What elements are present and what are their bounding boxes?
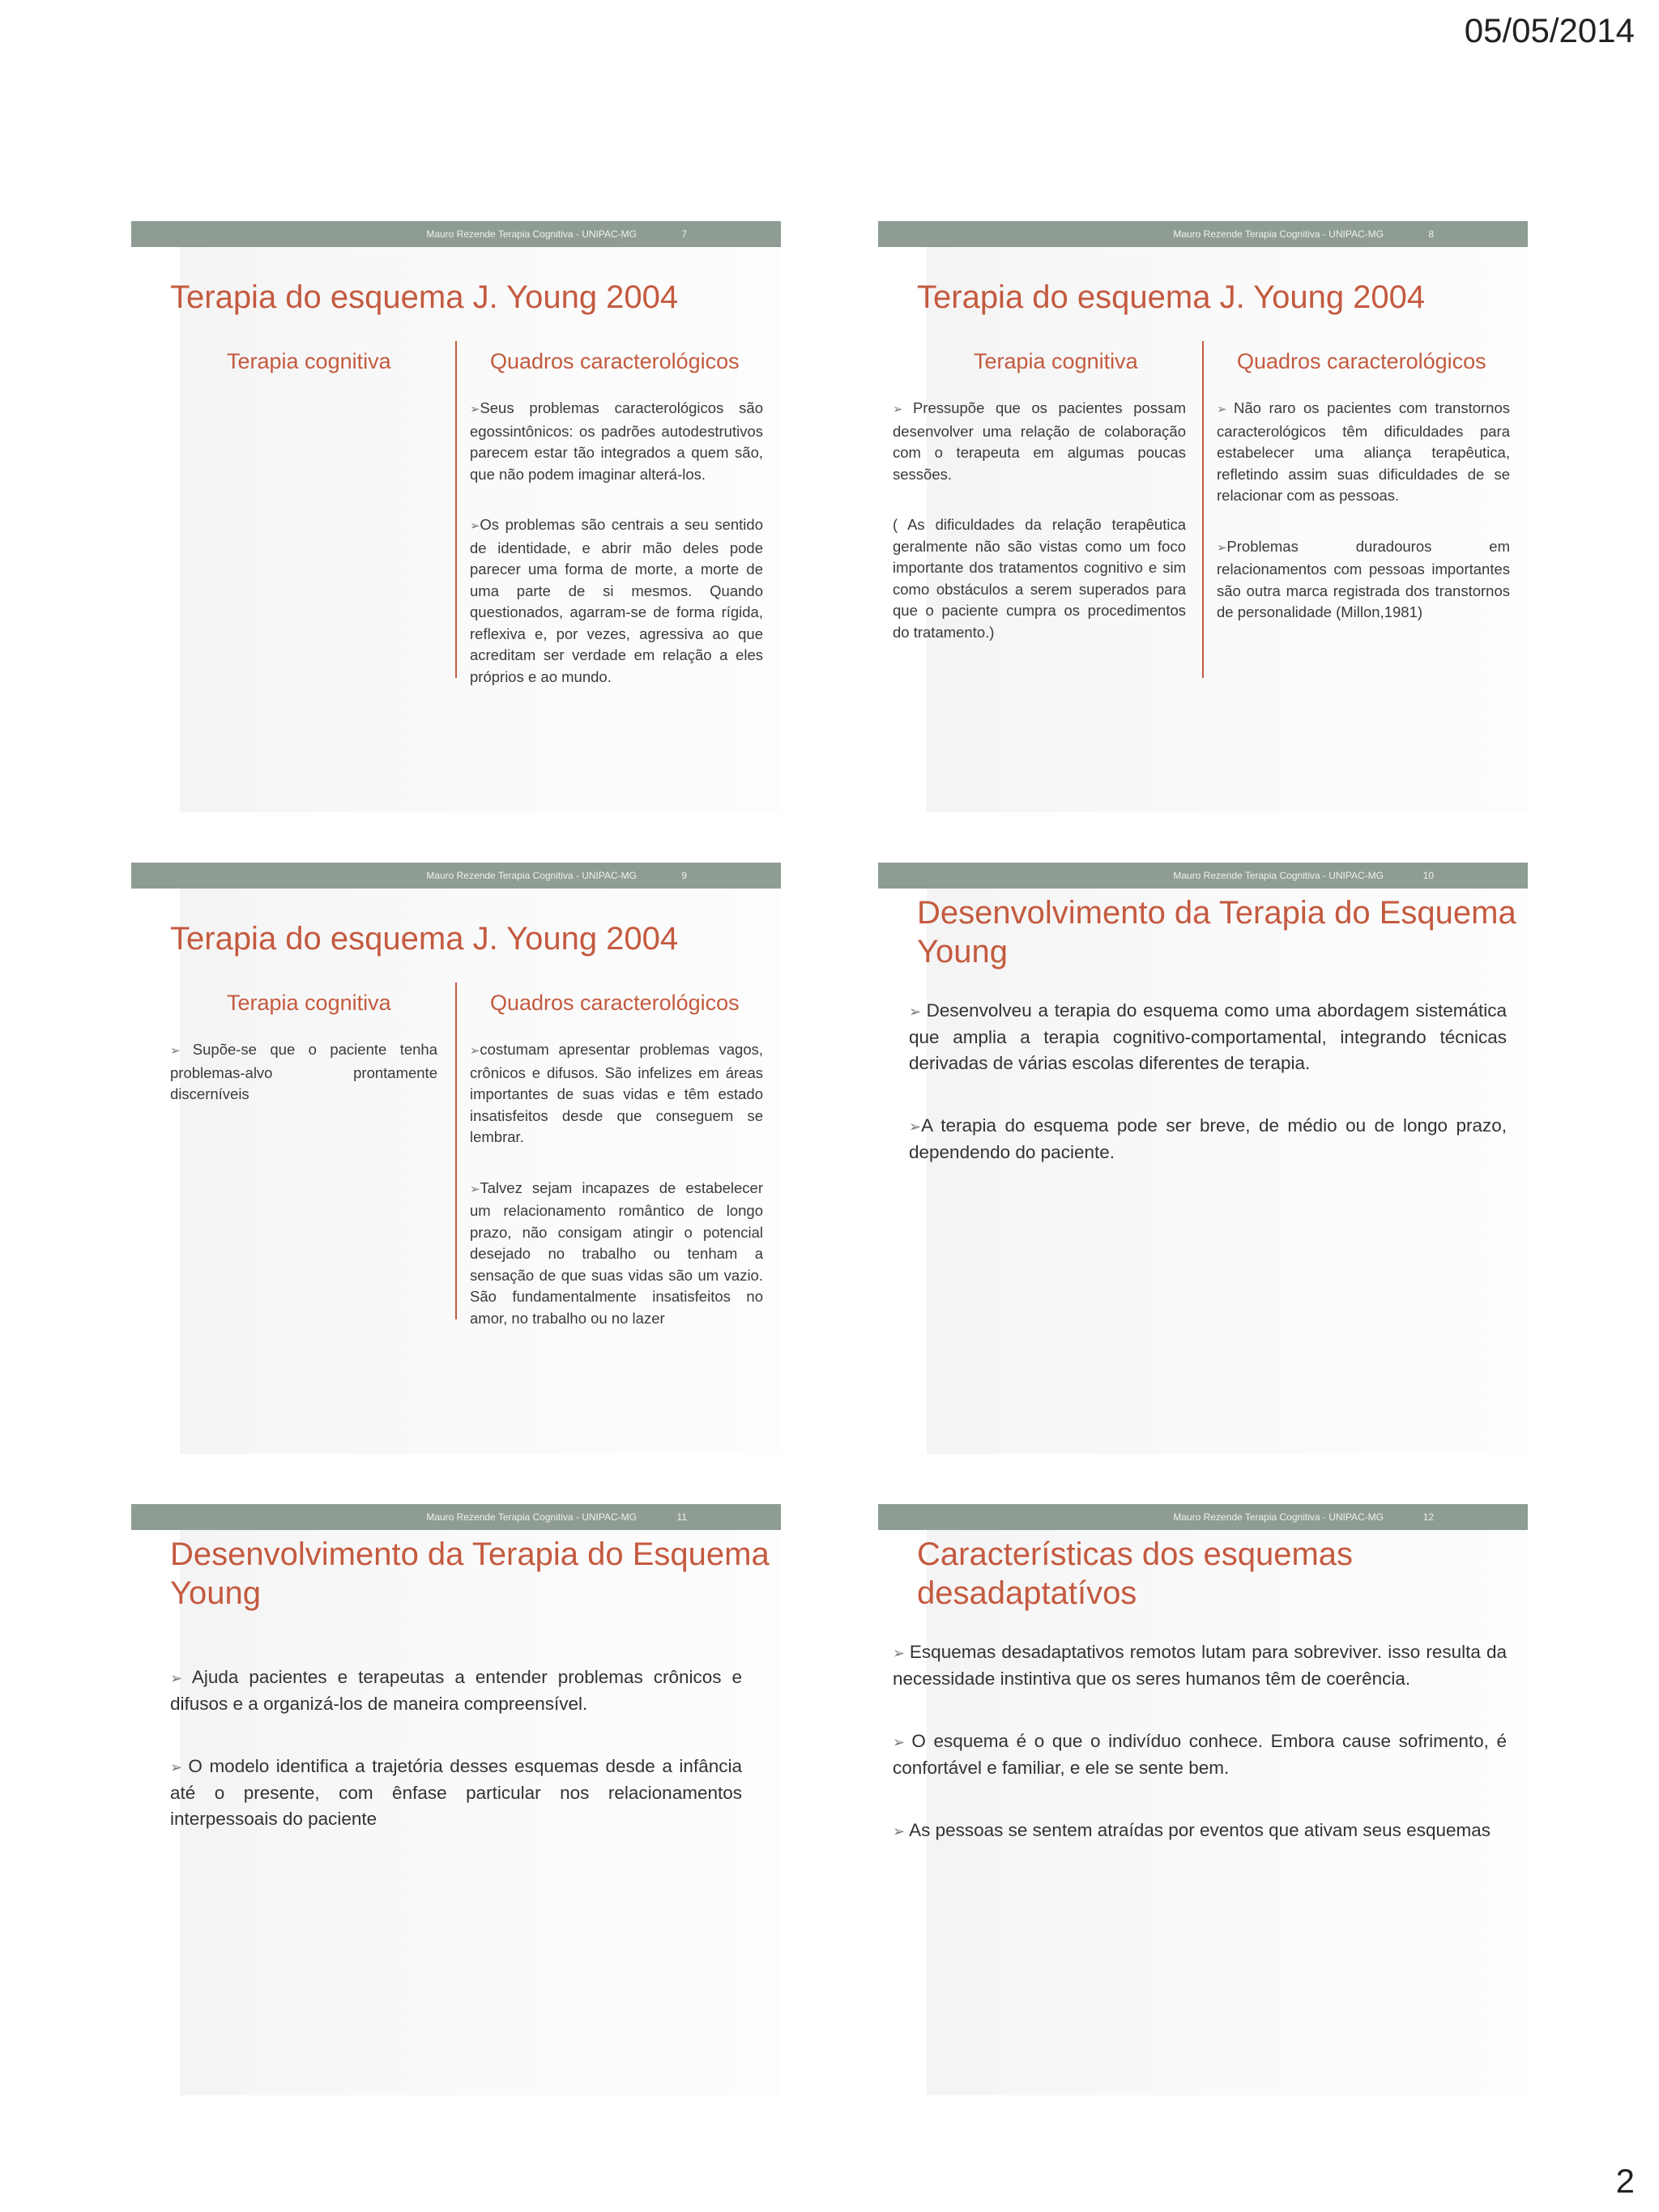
slide-12 (878, 1504, 1528, 2095)
slide-number: 8 (1428, 228, 1434, 240)
footer-text: Mauro Rezende Terapia Cognitiva - UNIPAC-MG (1173, 870, 1384, 881)
footer-text: Mauro Rezende Terapia Cognitiva - UNIPAC-MG (1173, 228, 1384, 240)
slide-number: 10 (1422, 870, 1434, 881)
bullet-item: ➢ Supõe-se que o paciente tenha problemas-alvo prontamente discerníveis (170, 1041, 437, 1102)
bullet-item: ➢ O esquema é o que o indivíduo conhece. Embora cause sofrimento, é confortável e familiar, e ele se sente bem. (893, 1731, 1507, 1778)
arrow-bullet-icon: ➢ (1217, 541, 1227, 555)
slide-header-bar (131, 1504, 781, 1530)
slide-9 (131, 863, 781, 1454)
slide-title: Desenvolvimento da Terapia do Esquema Young (917, 895, 1516, 970)
footer-text: Mauro Rezende Terapia Cognitiva - UNIPAC-MG (426, 228, 637, 240)
slide-title: Desenvolvimento da Terapia do Esquema Young (170, 1536, 770, 1611)
arrow-bullet-icon: ➢ (893, 1734, 912, 1750)
right-column-text (470, 398, 763, 717)
column-heading-right: Quadros caracterológicos (490, 349, 740, 373)
column-divider (455, 341, 457, 678)
arrow-bullet-icon: ➢ (470, 520, 480, 533)
slide-8 (878, 221, 1528, 812)
slide-11 (131, 1504, 781, 2095)
footer-text: Mauro Rezende Terapia Cognitiva - UNIPAC-MG (426, 870, 637, 881)
arrow-bullet-icon: ➢ (1217, 403, 1234, 416)
slide-title: Terapia do esquema J. Young 2004 (170, 921, 679, 957)
bullet-item: ➢ Pressupõe que os pacientes possam desenvolver uma relação de colaboração com o terapeuta em algumas poucas sessões. (893, 399, 1186, 483)
arrow-bullet-icon: ➢ (470, 1045, 480, 1058)
arrow-bullet-icon: ➢ (893, 1823, 910, 1839)
footer-text: Mauro Rezende Terapia Cognitiva - UNIPAC-MG (1173, 1511, 1384, 1523)
bullet-item: ➢Problemas duradouros em relacionamentos com pessoas importantes são outra marca registrada dos transtornos de personalidade (Millon,1981) (1217, 537, 1510, 620)
left-column-text (170, 1039, 437, 1135)
slide-10 (878, 863, 1528, 1454)
bullet-item: ➢Seus problemas caracterológicos são egossintônicos: os padrões autodestrutivos parecem estar tão integrados a quem são, que não podem imaginar alterá-los. (470, 399, 763, 483)
column-heading-left: Terapia cognitiva (974, 349, 1138, 373)
slide-7 (131, 221, 781, 812)
arrow-bullet-icon: ➢ (893, 403, 913, 416)
slide-body-text (170, 1664, 742, 1869)
bullet-item: ➢Talvez sejam incapazes de estabelecer um relacionamento romântico de longo prazo, não consigam atingir o potencial desejado no trabalho ou tenham a sensação de que suas vidas são um vazio. São fundamentalmente insatisfeitos no amor, no trabalho ou no lazer (470, 1178, 763, 1327)
slide-header-bar (878, 1504, 1528, 1530)
arrow-bullet-icon: ➢ (470, 403, 480, 416)
slide-header-bar (878, 221, 1528, 247)
bullet-item: ➢costumam apresentar problemas vagos, crônicos e difusos. São infelizes em áreas importantes de suas vidas e têm estado insatisfeitos desde que conseguem se lembrar. (470, 1041, 763, 1145)
slide-number: 9 (681, 870, 687, 881)
column-heading-right: Quadros caracterológicos (1237, 349, 1486, 373)
arrow-bullet-icon: ➢ (170, 1045, 193, 1058)
footer-text: Mauro Rezende Terapia Cognitiva - UNIPAC-MG (426, 1511, 637, 1523)
column-heading-right: Quadros caracterológicos (490, 991, 740, 1015)
arrow-bullet-icon: ➢ (909, 1004, 927, 1020)
bullet-item: ➢Os problemas são centrais a seu sentido de identidade, e abrir mão deles pode parecer uma forma de morte, a morte de uma parte de si mesmos. Quando questionados, agarram-se de forma rígida, reflexiva e, por vezes, agressiva ao que acreditam ser verdade em relação a eles próprios e ao mundo. (470, 516, 763, 685)
bullet-item: ➢ Ajuda pacientes e terapeutas a entender problemas crônicos e difusos e a organizá-los de maneira compreensível. (170, 1667, 742, 1714)
slide-title: Terapia do esquema J. Young 2004 (917, 279, 1426, 315)
right-column-text (470, 1039, 763, 1358)
arrow-bullet-icon: ➢ (909, 1119, 922, 1135)
column-heading-left: Terapia cognitiva (227, 991, 391, 1015)
column-divider (1202, 341, 1204, 678)
bullet-item: ➢ O modelo identifica a trajetória desses esquemas desde a infância até o presente, com ênfase particular nos relacionamentos interpessoais do paciente (170, 1756, 742, 1829)
slide-number: 7 (681, 228, 687, 240)
slide-title: Características dos esquemas desadaptatívos (917, 1536, 1354, 1611)
paragraph: ( As dificuldades da relação terapêutica geralmente não são vistas como um foco importante dos tratamentos cognitivo e sim como obstáculos a serem superados para que o paciente cumpra os procedimentos do tratamento.) (893, 516, 1186, 641)
bullet-item: ➢A terapia do esquema pode ser breve, de médio ou de longo prazo, dependendo do paciente. (909, 1115, 1507, 1162)
slide-header-bar (878, 863, 1528, 889)
slide-title: Terapia do esquema J. Young 2004 (170, 279, 679, 315)
bullet-item: ➢ Esquemas desadaptativos remotos lutam para sobreviver. isso resulta da necessidade instintiva que os seres humanos têm de coerência. (893, 1642, 1507, 1689)
arrow-bullet-icon: ➢ (893, 1645, 910, 1661)
slide-number: 12 (1422, 1511, 1434, 1523)
slide-body-text (893, 1639, 1507, 1881)
arrow-bullet-icon: ➢ (470, 1183, 480, 1196)
column-divider (455, 982, 457, 1319)
column-heading-left: Terapia cognitiva (227, 349, 391, 373)
page-number: 2 (1615, 2162, 1635, 2200)
slide-header-bar (131, 863, 781, 889)
slide-header-bar (131, 221, 781, 247)
slide-body-text (909, 998, 1507, 1202)
page-date: 05/05/2014 (1464, 11, 1635, 49)
bullet-item: ➢ Desenvolveu a terapia do esquema como uma abordagem sistemática que amplia a terapia cognitivo-comportamental, integrando técnicas derivadas de várias escolas diferentes de terapia. (909, 1000, 1507, 1073)
arrow-bullet-icon: ➢ (170, 1670, 192, 1686)
bullet-item: ➢ As pessoas se sentem atraídas por eventos que ativam seus esquemas (893, 1820, 1491, 1840)
right-column-text (1217, 398, 1510, 653)
left-column-text (893, 398, 1186, 672)
arrow-bullet-icon: ➢ (170, 1759, 189, 1775)
slide-number: 11 (676, 1511, 687, 1523)
bullet-item: ➢ Não raro os pacientes com transtornos caracterológicos têm dificuldades para estabelecer uma aliança terapêutica, refletindo assim suas dificuldades de se relacionar com as pessoas. (1217, 399, 1510, 504)
